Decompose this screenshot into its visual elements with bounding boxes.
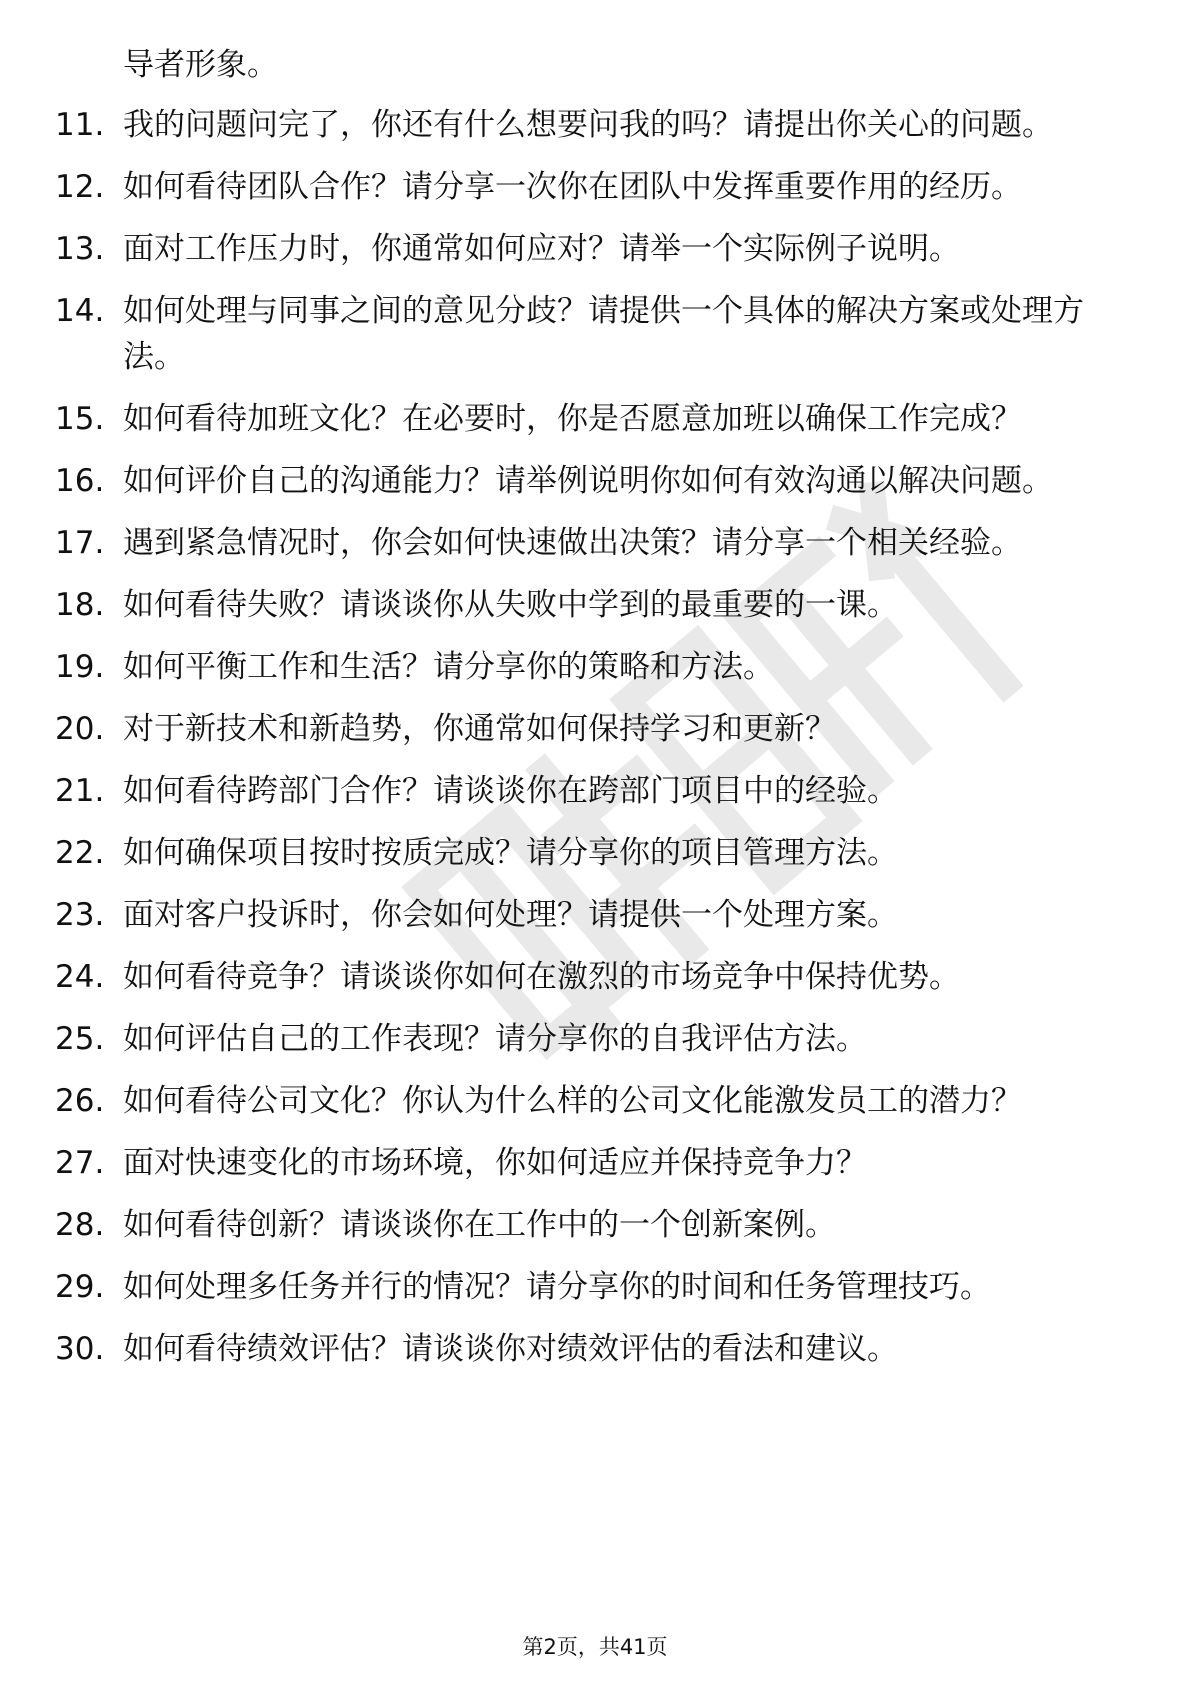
question-text: 如何评估自己的工作表现？请分享你的自我评估方法。 [123, 1021, 867, 1057]
question-number: 20. [55, 711, 105, 747]
question-text: 面对快速变化的市场环境，你如何适应并保持竞争力？ [123, 1145, 867, 1181]
list-item [55, 892, 1125, 938]
question-number: 25. [55, 1021, 105, 1057]
page-indicator: 第2页，共41页 [522, 1635, 668, 1659]
question-number: 23. [55, 897, 105, 933]
question-text: 我的问题问完了，你还有什么想要问我的吗？请提出你关心的问题。 [123, 107, 1053, 143]
question-list [55, 102, 1125, 1372]
question-list-section [55, 42, 1125, 1388]
question-text: 如何看待跨部门合作？请谈谈你在跨部门项目中的经验。 [123, 773, 898, 809]
question-text: 面对客户投诉时，你会如何处理？请提供一个处理方案。 [123, 897, 898, 933]
question-text: 对于新技术和新趋势，你通常如何保持学习和更新？ [123, 711, 836, 747]
question-number: 16. [55, 463, 105, 499]
list-item [55, 458, 1125, 504]
question-number: 27. [55, 1145, 105, 1181]
question-number: 29. [55, 1269, 105, 1305]
question-text: 如何确保项目按时按质完成？请分享你的项目管理方法。 [123, 835, 898, 871]
list-item [55, 644, 1125, 690]
question-number: 26. [55, 1083, 105, 1119]
question-number: 13. [55, 231, 105, 267]
list-item [55, 830, 1125, 876]
question-text: 如何处理与同事之间的意见分歧？请提供一个具体的解决方案或处理方法。 [123, 293, 1084, 375]
list-item [55, 1016, 1125, 1062]
list-item [55, 582, 1125, 628]
continuation-text: 导者形象。 [123, 47, 278, 83]
question-text: 遇到紧急情况时，你会如何快速做出决策？请分享一个相关经验。 [123, 525, 1022, 561]
question-number: 11. [55, 107, 105, 143]
question-text: 如何看待绩效评估？请谈谈你对绩效评估的看法和建议。 [123, 1331, 898, 1367]
question-number: 17. [55, 525, 105, 561]
question-text: 如何看待公司文化？你认为什么样的公司文化能激发员工的潜力？ [123, 1083, 1022, 1119]
list-item [55, 768, 1125, 814]
question-number: 28. [55, 1207, 105, 1243]
list-item [55, 288, 1125, 380]
list-item [55, 396, 1125, 442]
list-item [55, 1264, 1125, 1310]
question-text: 如何看待失败？请谈谈你从失败中学到的最重要的一课。 [123, 587, 898, 623]
list-item [55, 954, 1125, 1000]
list-item [55, 226, 1125, 272]
list-item [55, 706, 1125, 752]
question-text: 如何看待团队合作？请分享一次你在团队中发挥重要作用的经历。 [123, 169, 1022, 205]
list-item [55, 1202, 1125, 1248]
list-item [55, 1326, 1125, 1372]
question-text: 如何评价自己的沟通能力？请举例说明你如何有效沟通以解决问题。 [123, 463, 1053, 499]
question-text: 如何处理多任务并行的情况？请分享你的时间和任务管理技巧。 [123, 1269, 991, 1305]
question-number: 18. [55, 587, 105, 623]
list-item [55, 164, 1125, 210]
question-number: 14. [55, 293, 105, 329]
question-text: 如何平衡工作和生活？请分享你的策略和方法。 [123, 649, 774, 685]
list-item [55, 1140, 1125, 1186]
list-item [55, 1078, 1125, 1124]
question-number: 12. [55, 169, 105, 205]
question-number: 19. [55, 649, 105, 685]
question-number: 22. [55, 835, 105, 871]
question-text: 如何看待创新？请谈谈你在工作中的一个创新案例。 [123, 1207, 836, 1243]
question-number: 30. [55, 1331, 105, 1367]
question-text: 如何看待竞争？请谈谈你如何在激烈的市场竞争中保持优势。 [123, 959, 960, 995]
question-number: 21. [55, 773, 105, 809]
question-text: 如何看待加班文化？在必要时，你是否愿意加班以确保工作完成？ [123, 401, 1022, 437]
list-item [55, 102, 1125, 148]
question-number: 24. [55, 959, 105, 995]
question-text: 面对工作压力时，你通常如何应对？请举一个实际例子说明。 [123, 231, 960, 267]
question-number: 15. [55, 401, 105, 437]
list-item [55, 520, 1125, 566]
page-footer [0, 1633, 1190, 1661]
